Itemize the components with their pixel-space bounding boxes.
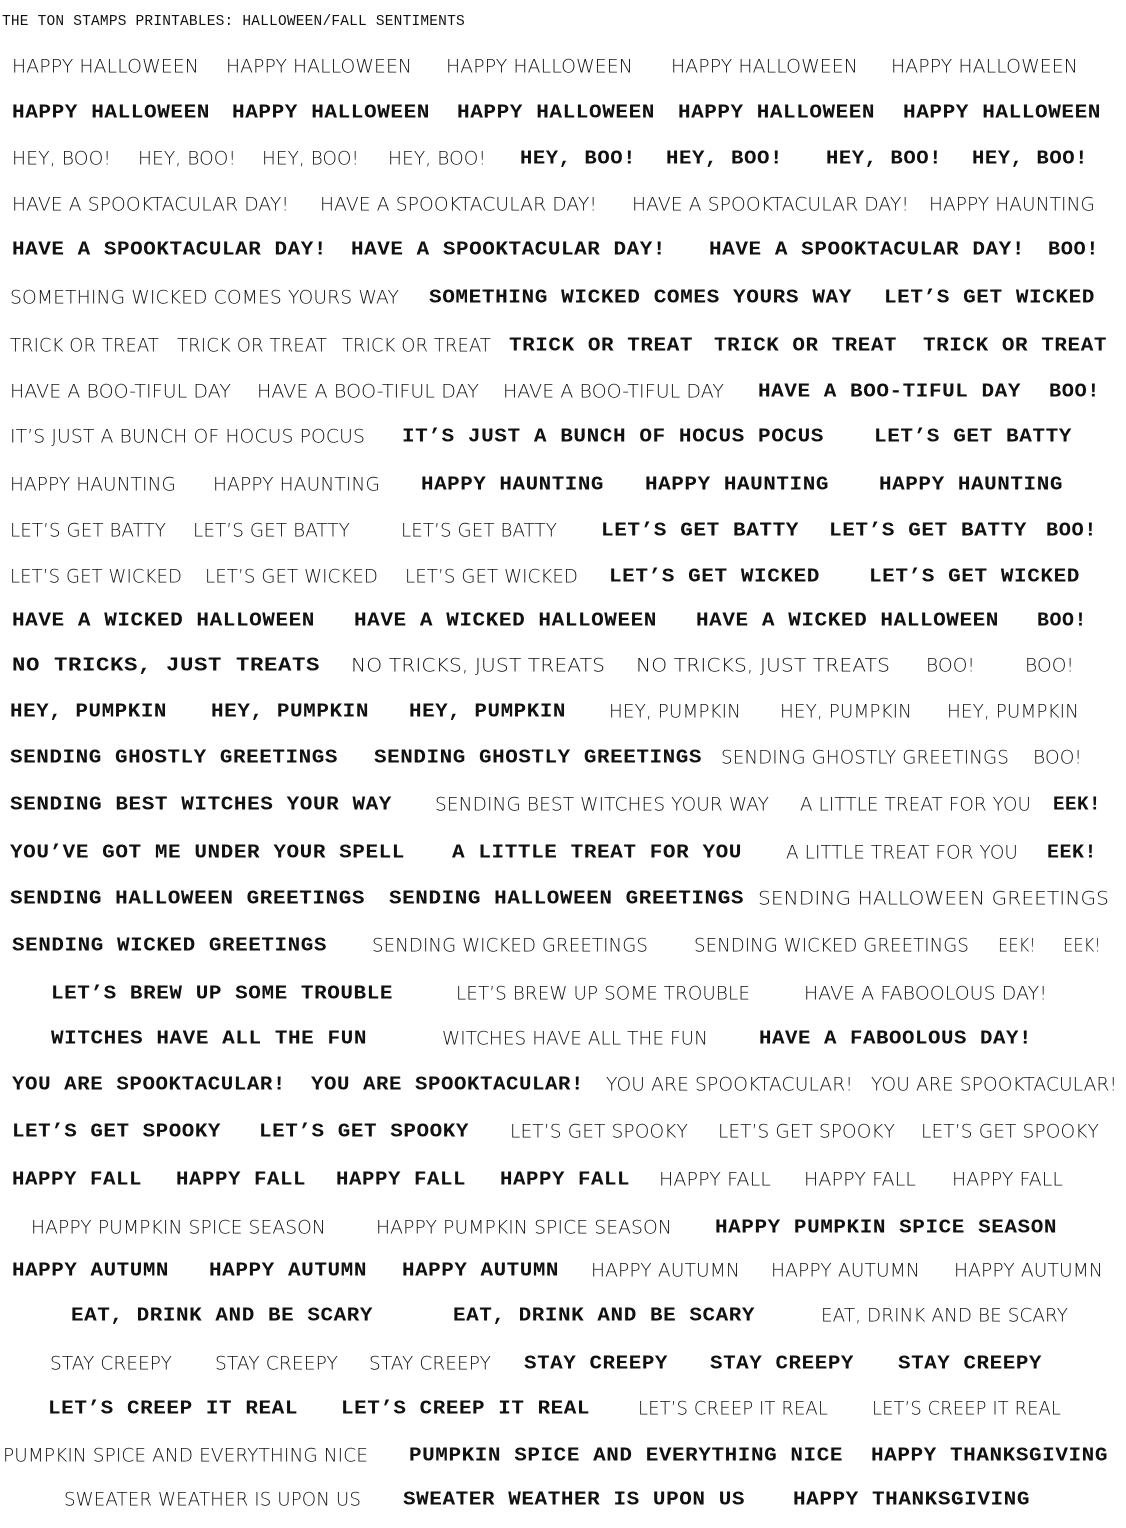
sentiment-24-4: LET’S GET SPOOKY	[718, 1120, 895, 1143]
sentiment-1-4: HAPPY HALLOWEEN	[671, 55, 858, 78]
sentiment-2-2: HAPPY HALLOWEEN	[232, 101, 430, 124]
sentiment-27-4: HAPPY AUTUMN	[591, 1259, 741, 1282]
sentiment-1-2: HAPPY HALLOWEEN	[226, 55, 412, 78]
sentiment-31-1: PUMPKIN SPICE AND EVERYTHING NICE	[3, 1444, 368, 1467]
sentiment-5-2: HAVE A SPOOKTACULAR DAY!	[351, 238, 666, 261]
sentiment-3-7: HEY, BOO!	[826, 147, 942, 170]
sentiment-15-3: HEY, PUMPKIN	[409, 700, 566, 723]
sentiment-29-3: STAY CREEPY	[369, 1352, 492, 1375]
sentiment-26-2: HAPPY PUMPKIN SPICE SEASON	[376, 1216, 673, 1239]
sentiment-28-1: EAT, DRINK AND BE SCARY	[71, 1304, 374, 1327]
sentiment-9-2: IT’S JUST A BUNCH OF HOCUS POCUS	[402, 425, 824, 448]
sentiment-25-7: HAPPY FALL	[952, 1168, 1063, 1191]
sentiment-4-4: HAPPY HAUNTING	[929, 193, 1095, 216]
sentiment-19-1: SENDING HALLOWEEN GREETINGS	[10, 887, 366, 910]
sentiment-6-1: SOMETHING WICKED COMES YOURS WAY	[10, 286, 399, 309]
sentiment-25-4: HAPPY FALL	[500, 1168, 631, 1191]
sentiment-20-2: SENDING WICKED GREETINGS	[372, 934, 649, 957]
sentiment-1-1: HAPPY HALLOWEEN	[12, 55, 199, 78]
sentiment-29-6: STAY CREEPY	[898, 1352, 1043, 1375]
sentiment-11-2: LET’S GET BATTY	[193, 519, 350, 542]
sentiment-20-4: EEK!	[998, 934, 1036, 957]
sentiment-14-5: BOO!	[1025, 654, 1075, 677]
sentiment-15-2: HEY, PUMPKIN	[211, 700, 369, 723]
sentiment-4-2: HAVE A SPOOKTACULAR DAY!	[320, 193, 597, 216]
sentiment-2-3: HAPPY HALLOWEEN	[457, 101, 655, 124]
sentiment-3-1: HEY, BOO!	[12, 147, 111, 170]
sentiment-10-1: HAPPY HAUNTING	[10, 473, 176, 496]
sentiment-7-6: TRICK OR TREAT	[923, 334, 1108, 357]
sentiment-14-1: NO TRICKS, JUST TREATS	[12, 654, 321, 677]
sentiment-1-3: HAPPY HALLOWEEN	[446, 55, 633, 78]
sentiment-2-1: HAPPY HALLOWEEN	[12, 101, 210, 124]
sentiment-27-2: HAPPY AUTUMN	[209, 1259, 367, 1282]
sentiment-16-4: BOO!	[1033, 746, 1083, 769]
sentiment-21-1: LET’S BREW UP SOME TROUBLE	[51, 982, 394, 1005]
sentiment-9-3: LET’S GET BATTY	[874, 425, 1072, 448]
sentiment-15-1: HEY, PUMPKIN	[10, 700, 167, 723]
sentiment-32-2: SWEATER WEATHER IS UPON US	[403, 1488, 746, 1511]
sentiment-30-4: LET’S CREEP IT REAL	[872, 1397, 1061, 1420]
sentiment-7-2: TRICK OR TREAT	[177, 334, 328, 357]
sentiment-13-3: HAVE A WICKED HALLOWEEN	[696, 609, 999, 632]
sentiment-23-3: YOU ARE SPOOKTACULAR!	[606, 1073, 853, 1096]
sentiment-26-3: HAPPY PUMPKIN SPICE SEASON	[715, 1216, 1058, 1239]
sentiment-3-2: HEY, BOO!	[138, 147, 237, 170]
sentiment-2-5: HAPPY HALLOWEEN	[903, 101, 1101, 124]
sentiment-11-1: LET’S GET BATTY	[10, 519, 167, 542]
sentiment-21-2: LET’S BREW UP SOME TROUBLE	[456, 982, 750, 1005]
sentiment-29-5: STAY CREEPY	[710, 1352, 855, 1375]
sentiment-26-1: HAPPY PUMPKIN SPICE SEASON	[31, 1216, 327, 1239]
sentiment-3-4: HEY, BOO!	[388, 147, 487, 170]
sentiment-17-4: EEK!	[1053, 793, 1101, 816]
sentiment-14-3: NO TRICKS, JUST TREATS	[636, 654, 891, 677]
sentiment-8-1: HAVE A BOO-TIFUL DAY	[10, 380, 231, 403]
sentiment-24-1: LET’S GET SPOOKY	[12, 1120, 222, 1143]
sentiment-3-3: HEY, BOO!	[262, 147, 359, 170]
sentiment-21-3: HAVE A FABOOLOUS DAY!	[804, 982, 1047, 1005]
sentiment-17-3: A LITTLE TREAT FOR YOU	[800, 793, 1031, 816]
sentiment-16-3: SENDING GHOSTLY GREETINGS	[721, 746, 1009, 769]
sentiment-5-1: HAVE A SPOOKTACULAR DAY!	[12, 238, 327, 261]
sentiment-30-1: LET’S CREEP IT REAL	[48, 1397, 298, 1420]
sentiment-23-2: YOU ARE SPOOKTACULAR!	[311, 1073, 584, 1096]
sentiment-17-1: SENDING BEST WITCHES YOUR WAY	[10, 793, 392, 816]
sentiment-4-3: HAVE A SPOOKTACULAR DAY!	[632, 193, 909, 216]
sentiment-8-5: BOO!	[1049, 380, 1100, 403]
sentiment-10-3: HAPPY HAUNTING	[421, 473, 605, 496]
sentiment-15-4: HEY, PUMPKIN	[609, 700, 741, 723]
sentiment-5-3: HAVE A SPOOKTACULAR DAY!	[709, 238, 1025, 261]
sentiment-7-3: TRICK OR TREAT	[342, 334, 491, 357]
sentiment-11-5: LET’S GET BATTY	[829, 519, 1027, 542]
sentiment-32-3: HAPPY THANKSGIVING	[793, 1488, 1031, 1511]
sentiment-27-6: HAPPY AUTUMN	[954, 1259, 1104, 1282]
sentiment-7-4: TRICK OR TREAT	[509, 334, 694, 357]
sentiment-10-2: HAPPY HAUNTING	[213, 473, 380, 496]
sentiment-25-5: HAPPY FALL	[659, 1168, 772, 1191]
sentiment-12-3: LET’S GET WICKED	[405, 565, 579, 588]
sentiment-8-2: HAVE A BOO-TIFUL DAY	[257, 380, 479, 403]
sentiment-25-1: HAPPY FALL	[12, 1168, 143, 1191]
sentiment-28-2: EAT, DRINK AND BE SCARY	[453, 1304, 756, 1327]
sentiment-11-4: LET’S GET BATTY	[601, 519, 799, 542]
sentiment-9-1: IT’S JUST A BUNCH OF HOCUS POCUS	[10, 425, 365, 448]
sentiment-15-5: HEY, PUMPKIN	[780, 700, 912, 723]
sentiment-10-4: HAPPY HAUNTING	[645, 473, 830, 496]
sentiment-12-2: LET’S GET WICKED	[205, 565, 379, 588]
sentiment-24-2: LET’S GET SPOOKY	[259, 1120, 469, 1143]
sentiment-23-4: YOU ARE SPOOKTACULAR!	[871, 1073, 1118, 1096]
sentiment-30-3: LET’S CREEP IT REAL	[638, 1397, 828, 1420]
sentiment-16-1: SENDING GHOSTLY GREETINGS	[10, 746, 338, 769]
sentiment-25-6: HAPPY FALL	[804, 1168, 917, 1191]
sentiment-16-2: SENDING GHOSTLY GREETINGS	[374, 746, 702, 769]
sentiment-22-2: WITCHES HAVE ALL THE FUN	[442, 1027, 709, 1050]
sentiment-13-1: HAVE A WICKED HALLOWEEN	[12, 609, 315, 632]
sentiment-14-2: NO TRICKS, JUST TREATS	[351, 654, 606, 677]
sentiment-18-3: A LITTLE TREAT FOR YOU	[786, 841, 1018, 864]
sentiment-6-3: LET’S GET WICKED	[884, 286, 1096, 309]
sentiment-28-3: EAT, DRINK AND BE SCARY	[821, 1304, 1068, 1327]
sentiment-19-3: SENDING HALLOWEEN GREETINGS	[758, 887, 1109, 910]
sentiment-31-2: PUMPKIN SPICE AND EVERYTHING NICE	[409, 1444, 844, 1467]
sentiment-4-1: HAVE A SPOOKTACULAR DAY!	[12, 193, 289, 216]
sentiment-32-1: SWEATER WEATHER IS UPON US	[64, 1488, 361, 1511]
sentiment-14-4: BOO!	[926, 654, 976, 677]
sentiment-20-5: EEK!	[1063, 934, 1101, 957]
sentiment-5-4: BOO!	[1048, 238, 1099, 261]
sentiment-11-6: BOO!	[1046, 519, 1097, 542]
sentiment-7-5: TRICK OR TREAT	[714, 334, 898, 357]
sentiment-11-3: LET’S GET BATTY	[401, 519, 558, 542]
sentiment-18-2: A LITTLE TREAT FOR YOU	[452, 841, 742, 864]
sentiment-3-6: HEY, BOO!	[666, 147, 784, 170]
sentiment-17-2: SENDING BEST WITCHES YOUR WAY	[435, 793, 770, 816]
sentiment-31-3: HAPPY THANKSGIVING	[871, 1444, 1109, 1467]
sentiment-23-1: YOU ARE SPOOKTACULAR!	[12, 1073, 286, 1096]
sentiment-10-5: HAPPY HAUNTING	[879, 473, 1064, 496]
sentiment-7-1: TRICK OR TREAT	[10, 334, 159, 357]
sentiment-8-4: HAVE A BOO-TIFUL DAY	[758, 380, 1021, 403]
sentiment-24-5: LET’S GET SPOOKY	[921, 1120, 1099, 1143]
sentiment-18-4: EEK!	[1047, 841, 1097, 864]
sentiment-6-2: SOMETHING WICKED COMES YOURS WAY	[429, 286, 852, 309]
sentiment-19-2: SENDING HALLOWEEN GREETINGS	[389, 887, 745, 910]
sentiment-13-4: BOO!	[1037, 609, 1087, 632]
sentiment-29-1: STAY CREEPY	[50, 1352, 173, 1375]
sentiment-3-5: HEY, BOO!	[520, 147, 636, 170]
sentiment-20-1: SENDING WICKED GREETINGS	[12, 934, 327, 957]
sentiment-29-2: STAY CREEPY	[215, 1352, 338, 1375]
page-title: THE TON STAMPS PRINTABLES: HALLOWEEN/FALL SENTIMENTS	[2, 14, 465, 30]
sentiment-25-2: HAPPY FALL	[176, 1168, 307, 1191]
sentiment-27-5: HAPPY AUTUMN	[771, 1259, 921, 1282]
sentiment-22-3: HAVE A FABOOLOUS DAY!	[759, 1027, 1032, 1050]
sentiment-1-5: HAPPY HALLOWEEN	[891, 55, 1078, 78]
sentiment-12-1: LET’S GET WICKED	[10, 565, 182, 588]
sentiment-8-3: HAVE A BOO-TIFUL DAY	[503, 380, 724, 403]
sentiment-27-1: HAPPY AUTUMN	[12, 1259, 169, 1282]
sentiment-25-3: HAPPY FALL	[336, 1168, 467, 1191]
sentiment-3-8: HEY, BOO!	[972, 147, 1088, 170]
sentiment-15-6: HEY, PUMPKIN	[947, 700, 1079, 723]
sentiment-2-4: HAPPY HALLOWEEN	[678, 101, 875, 124]
sentiment-30-2: LET’S CREEP IT REAL	[341, 1397, 591, 1420]
sentiment-12-5: LET’S GET WICKED	[869, 565, 1081, 588]
sentiment-24-3: LET’S GET SPOOKY	[510, 1120, 688, 1143]
sentiment-20-3: SENDING WICKED GREETINGS	[694, 934, 969, 957]
sentiment-13-2: HAVE A WICKED HALLOWEEN	[354, 609, 657, 632]
sentiment-27-3: HAPPY AUTUMN	[402, 1259, 559, 1282]
sentiment-12-4: LET’S GET WICKED	[609, 565, 821, 588]
sentiment-22-1: WITCHES HAVE ALL THE FUN	[51, 1027, 367, 1050]
sentiment-18-1: YOU’VE GOT ME UNDER YOUR SPELL	[10, 841, 405, 864]
sentiment-29-4: STAY CREEPY	[524, 1352, 669, 1375]
